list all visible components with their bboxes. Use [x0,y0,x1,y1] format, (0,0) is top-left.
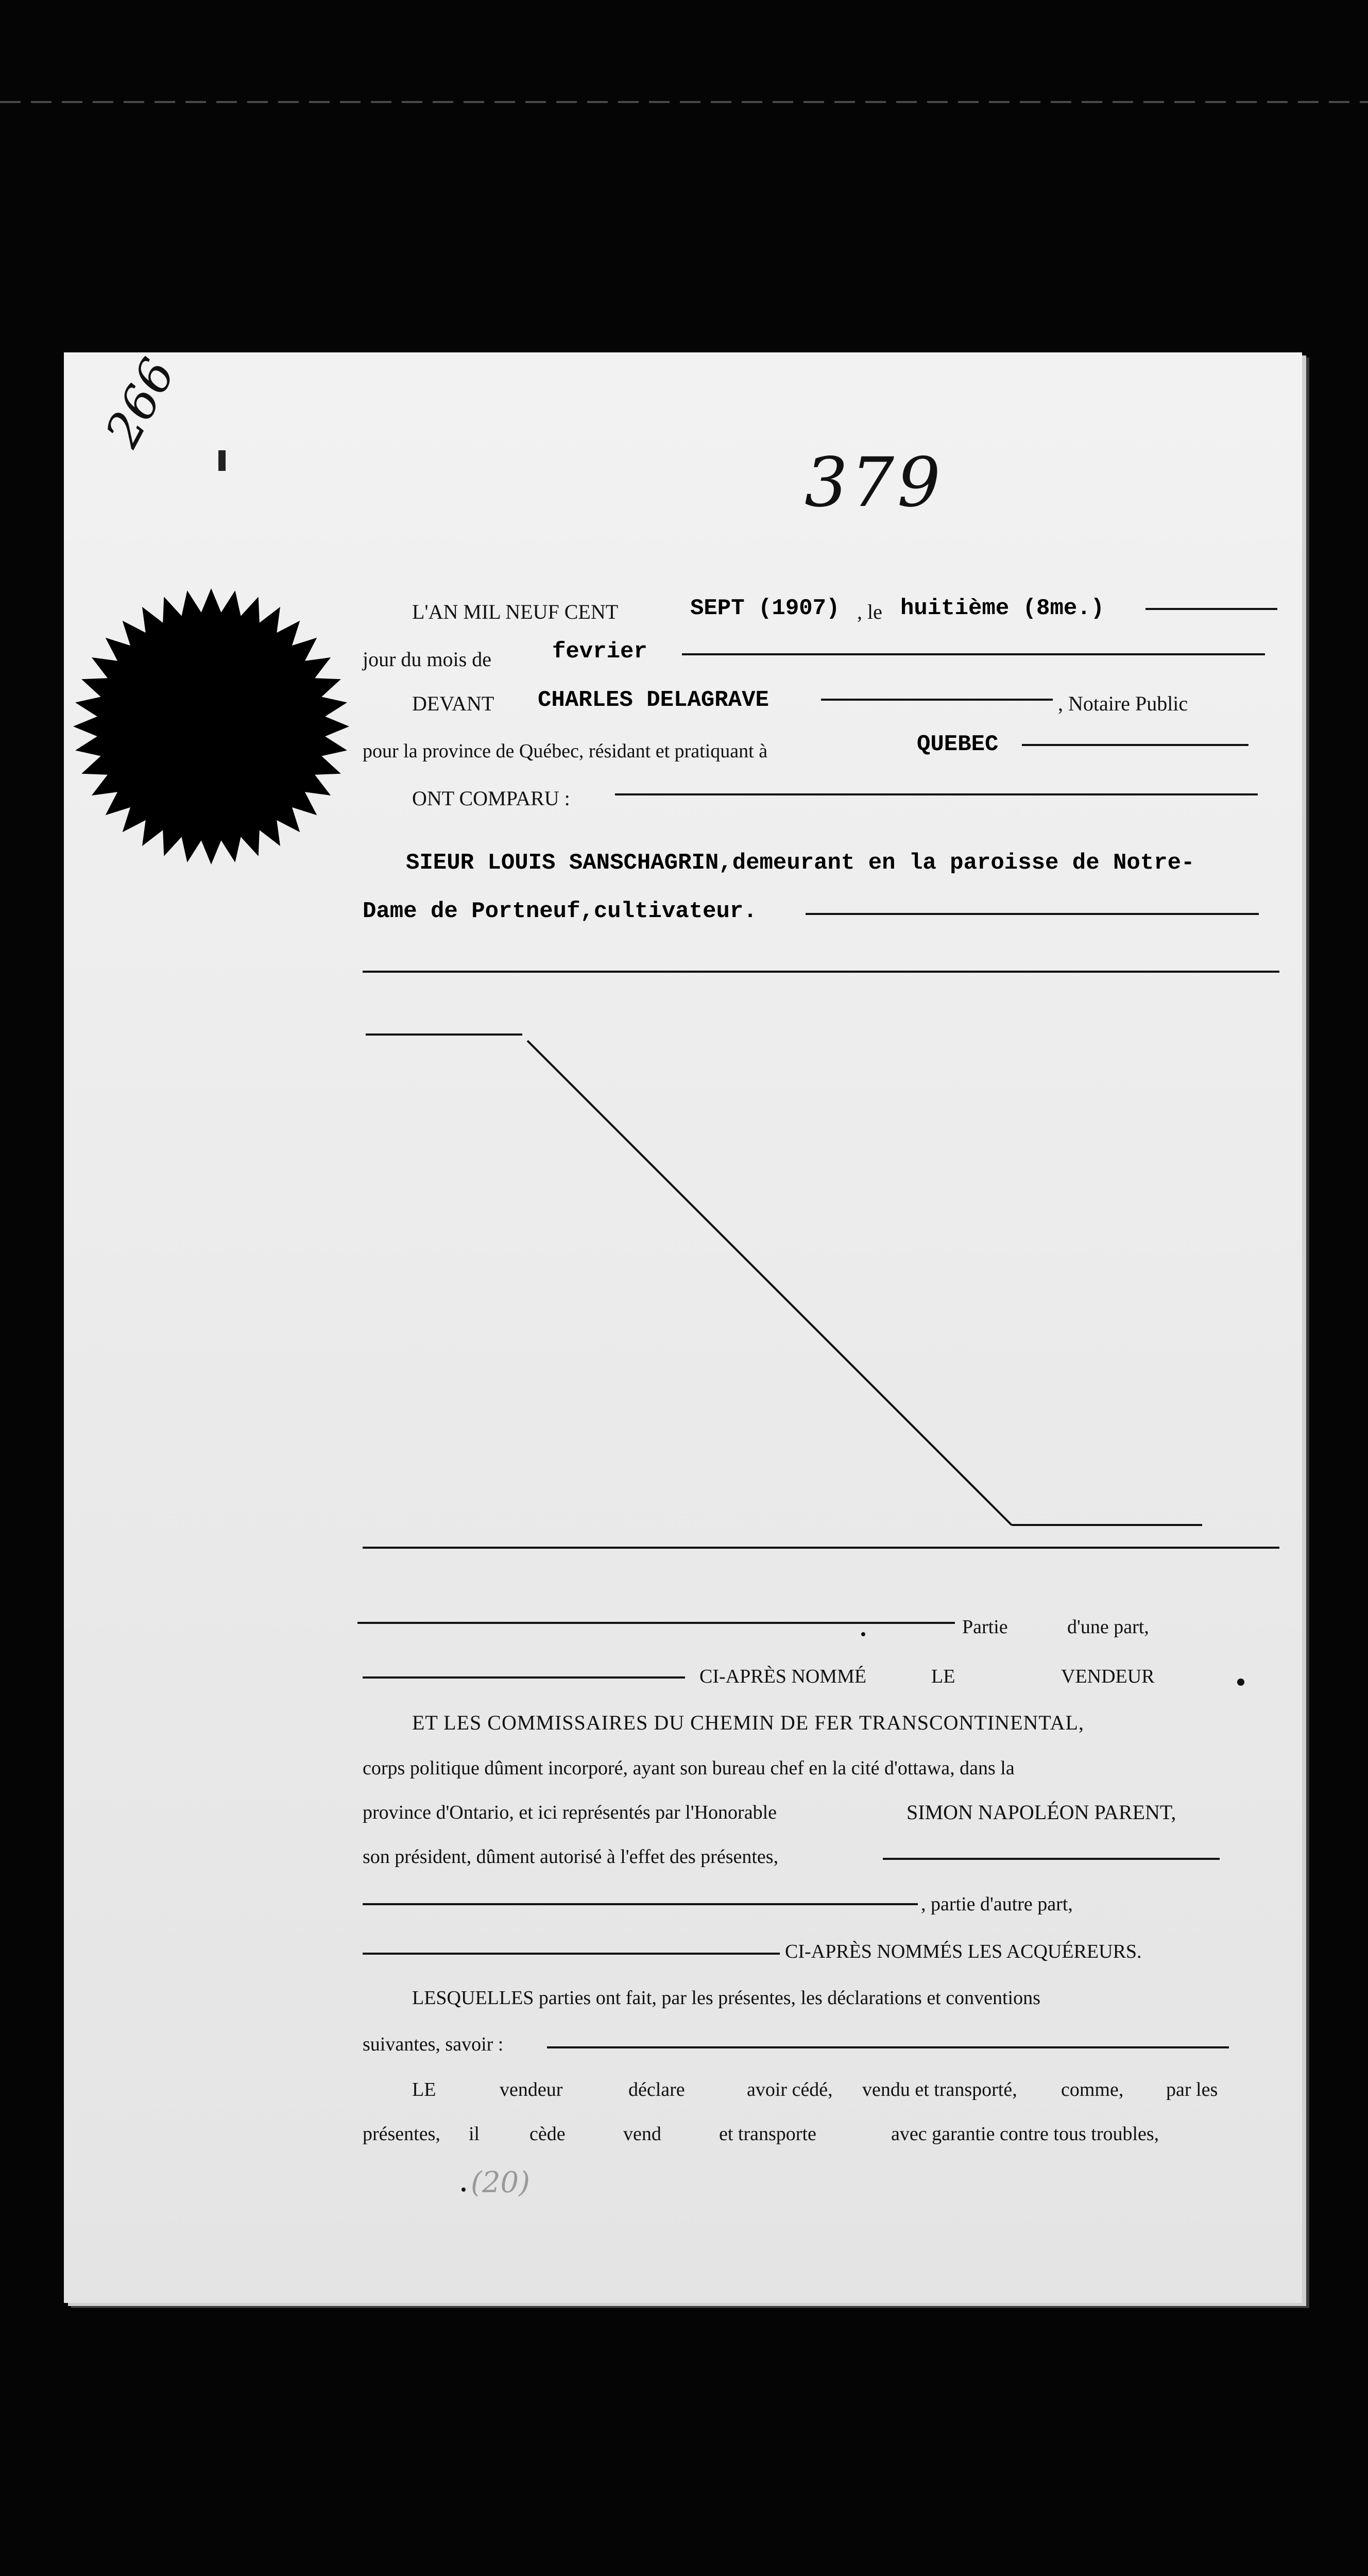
party2-line1: ET LES COMMISSAIRES DU CHEMIN DE FER TRANSCONTINENTAL, [412,1711,1084,1734]
side-page-number: 266 [95,349,186,456]
fill-rule [615,793,1258,795]
acquereurs-label: CI-APRÈS NOMMÉS LES ACQUÉREURS. [785,1941,1142,1962]
devant-label: DEVANT [412,692,494,715]
deed-page [64,349,1302,2303]
ink-mark [218,450,226,471]
declarations-line2: suivantes, savoir : [363,2033,504,2055]
fill-rule [1145,608,1277,610]
scan-artifact [0,101,1368,103]
party1-line2: Dame de Portneuf,cultivateur. [363,899,757,924]
vendeur-label: VENDEUR [1061,1666,1155,1687]
residence-label: pour la province de Québec, résidant et pratiquant à [363,740,768,762]
vend-word: par les [1166,2079,1218,2100]
vend-word: avoir cédé, [747,2079,833,2100]
notary-seal-icon [67,582,355,871]
fill-rule [821,699,1053,701]
blank-rule-start [366,1033,522,1036]
fill-rule [883,1858,1220,1860]
ci-apres-label: CI-APRÈS NOMMÉ [699,1666,867,1687]
vend-word: déclare [628,2079,685,2100]
city-value: QUEBEC [917,732,999,757]
fill-rule [363,971,1279,973]
ink-dot [461,2188,466,2192]
vend-word: comme, [1061,2079,1124,2100]
margin-note: (20) [471,2166,530,2199]
notary-title: , Notaire Public [1058,692,1188,715]
vend-word: il [469,2123,480,2145]
vend-word: cède [529,2123,566,2145]
month-value: fevrier [552,639,647,665]
blank-out-line [527,1041,1202,1530]
vend-word: vend [623,2123,661,2145]
vend-word: vendeur [500,2079,563,2100]
president-name: SIMON NAPOLÉON PARENT, [907,1801,1176,1824]
notary-name: CHARLES DELAGRAVE [538,687,769,713]
fill-rule [806,913,1259,915]
fill-rule [682,653,1265,655]
le-label-2: LE [931,1666,955,1687]
comparu-label: ONT COMPARU : [412,787,570,810]
le-label: , le [857,600,882,623]
party2-line3: province d'Ontario, et ici représentés par l'Honorable [363,1802,777,1823]
other-part-label: , partie d'autre part, [921,1893,1073,1915]
vend-word: vendu et transporté, [862,2079,1017,2100]
vend-word: LE [412,2079,436,2100]
year-value: SEPT (1907) [690,596,840,621]
year-label: L'AN MIL NEUF CENT [412,600,619,623]
fill-rule [363,1676,685,1679]
ink-dot [1237,1679,1244,1686]
fill-rule [363,1903,918,1905]
one-part-label: d'une part, [1067,1616,1149,1638]
vend-word: et transporte [719,2123,816,2145]
ink-dot [861,1632,865,1636]
fill-rule [1022,744,1249,746]
fill-rule [363,1547,1279,1549]
partie-label: Partie [962,1616,1008,1638]
day-value: huitième (8me.) [900,596,1105,621]
vend-word: avec garantie contre tous troubles, [891,2123,1159,2145]
party2-line4: son président, dûment autorisé à l'effet des présentes, [363,1846,779,1868]
page-number: 379 [805,443,944,522]
party1-line1: SIEUR LOUIS SANSCHAGRIN,demeurant en la paroisse de Notre- [406,850,1195,876]
fill-rule [363,1953,780,1955]
fill-rule [547,2046,1229,2048]
fill-rule [357,1622,955,1624]
vend-word: présentes, [363,2123,440,2145]
party2-line2: corps politique dûment incorporé, ayant son bureau chef en la cité d'ottawa, dans la [363,1757,1015,1779]
declarations-line1: LESQUELLES parties ont fait, par les présentes, les déclarations et conventions [412,1987,1040,2009]
month-label: jour du mois de [363,648,491,671]
